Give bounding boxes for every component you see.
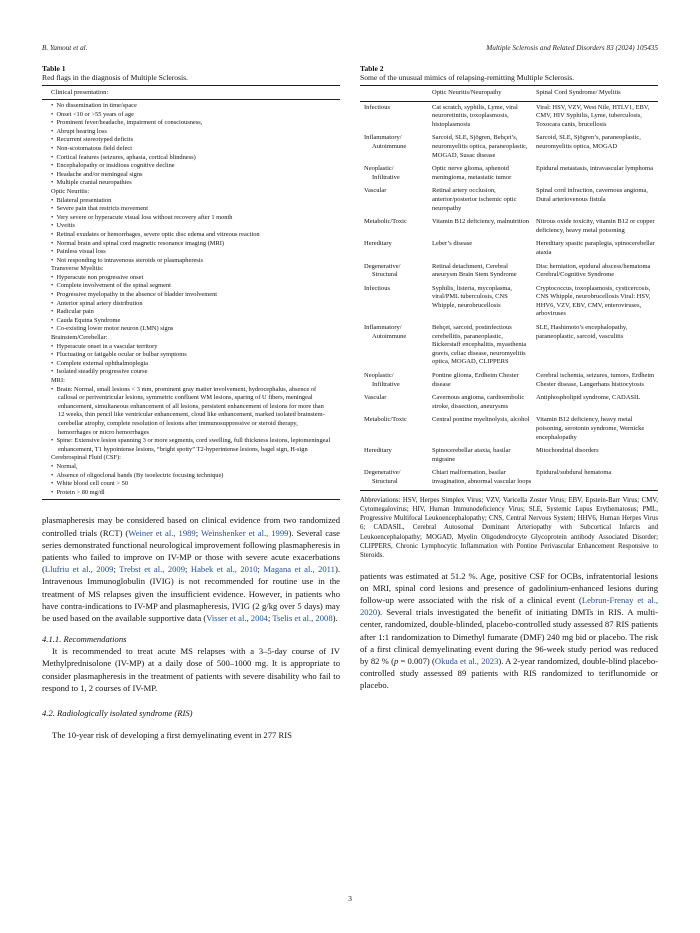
table2-category-cell [360,132,430,163]
table1-bullet-item: • Progressive myelopathy in the absence of bladder involvement [51,291,331,300]
table2-row [360,370,658,392]
right-column [360,64,658,692]
page-number: 3 [348,894,352,903]
citation-link[interactable]: Magana et al., 2011 [263,564,335,575]
citation-link[interactable]: Lebrun-Frenay et al., 2020 [360,595,658,618]
table2-category-cont: Structural [372,271,398,279]
paragraph-text: ; [257,564,264,575]
table1-subheading: Transverse Myelitis: [51,265,104,273]
table2-spinal-cell: SLE, Hashimoto’s encephalopathy, paraneoplastic, sarcoid, vasculitis [536,324,628,340]
table2-category-cell [360,163,430,185]
table2-header-row [360,86,658,101]
table2-optic-cell: Syphilis, listeria, mycoplasma, viral/PML tuberculosis, CNS Whipple, neurobrucellosis [432,284,512,309]
table1-bullet-item: • Non-scotomatous field defect [51,145,331,154]
table2-category-cell [360,261,430,283]
table1-header: Clinical presentation: [42,86,340,100]
table1-bullet-item: • Very severe or hyperacute visual loss without recovery after 1 month [51,214,331,223]
table2-optic-cell: Central pontine myelinolysis, alcohol [432,416,530,424]
table2-spinal-cell: Cerebral ischemia, seizures, tumors, Erdheim Chester disease, Langerhans histiocytosis [536,372,655,388]
table1-subheading: Optic Neuritis: [51,187,90,195]
table2-row [360,392,658,414]
table2-category: Infectious [364,103,390,111]
table2-row [360,101,658,132]
table2-category-cell [360,392,430,414]
citation-link[interactable]: Visser et al., 2004 [206,612,268,623]
table2-category-cell [360,322,430,370]
running-header [42,44,658,56]
table1-bullet-item: • Painless visual loss [51,248,331,257]
citation-link[interactable]: Okuda et al., 2023 [434,656,499,667]
table2-optic-cell: Behçet, sarcoid, postinfectious cerebellitis, paraneoplastic, Bickerstaff encephalitis, myasthenia gravis, celiac disease, neuromyelitis optica, MOGAD, CLIPPERS [432,324,527,366]
paragraph-text: ). Several case series demonstrated functional neurological improvement following plasmapheresis in patients who failed to improve on IV-MP or those with severe acute exacerbations ( [42,527,340,575]
table2-category: Vascular [364,187,387,195]
table1-bullet-item: • Recurrent stereotyped deficits [51,136,331,145]
table2-row [360,238,658,260]
paragraph-text: p [393,656,399,667]
table2-spinal-cell: Hereditary spastic paraplegia, spinocerebellar ataxia [536,240,655,256]
table1-bullet-item: • Anterior spinal artery distribution [51,300,331,309]
table1-bullet-item: • Normal, [51,463,331,472]
table2-spinal-cell: Nitrous oxide toxicity, vitamin B12 or copper deficiency, heavy metal poisoning [536,218,655,234]
table2-category: Vascular [364,394,387,402]
table2-spinal-cell: Viral: HSV, VZV, West Nile, HTLV1, EBV, CMV, HIV Syphilis, Lyme, tuberculosis, Toxocara canis, brucellosis [536,103,650,128]
table1-bullet-item: • Encephalopathy or insidious cognitive decline [51,162,331,171]
paragraph-text: = 0.007) ( [398,656,435,667]
paragraph-ris-continued [360,570,658,692]
table1-bullet-item: • Absence of oligoclonal bands (By isoelectric focusing technique) [51,472,331,481]
table2-category: Neoplastic/ [364,165,394,173]
table1-subheading: MRI: [51,377,65,384]
table2-category: Degenerative/ [364,262,401,270]
paragraph-recommendations: It is recommended to treat acute MS relapses with a 3–5-day course of IV Methylprednisolone (IV-MP) at a daily dose of 500–1000 mg. It is appropriate to consider plasmapheresis in the treatment of patients with severe disability who fail to respond to 1, 2 courses of IV-MP. [42,646,340,693]
table1-bullet-item: • Protein > 80 mg/dl [51,489,331,498]
table2-optic-cell: Spinocerebellar ataxia, basilar migraine [432,447,511,463]
table1-bullet-item: • Prominent fever/headache, impairment of consciousness, [51,119,331,128]
table2-body [360,101,658,489]
paragraph-text: ). Intravenous Immunoglobulin (IVIG) is not recommended for routine use in the treatment of MS relapses given the insufficient evidence. However, in patients who have contra-indications to IV-MP and plasmapheresis, IVIG (2 g/kg over 5 days) may be used based on the available supportive data ( [42,564,340,623]
table2-category-cell [360,101,430,132]
table1-bullet-item: • Hyperacute non progressive onset [51,274,331,283]
table2-spinal-cell: Disc herniation, epidural abscess/hematoma Cerebral/Cognitive Syndrome [536,262,651,279]
table2-category-cont: Infiltrative [372,173,400,181]
table2-row [360,261,658,283]
table2-category-cont: Structural [372,477,398,485]
table2-spinal-cell: Cryptococcus, toxoplasmosis, cysticercosis, CNS Whipple, neurobrucellosis Viral: HSV, HHV6, VZV, EBV, CMV, enteroviruses, arboviruses [536,284,651,318]
table2-row [360,445,658,467]
table2-category-cell [360,185,430,216]
table1-bullet-item: • Brain: Normal, small lesions < 3 mm, prominent gray matter involvement, hydrocephalus, absence of callosal or periventricular lesions, symmetric confluent WM lesions, sparing of U fibers, meningeal enhancement, simultaneous enhancement of all lesions, persistent enhancement of lesions for more than 12 weeks, thin pencil like ventricular enhancement, cloud like enhancement, marked isolated brainstem-cerebellar atrophy, complete resolution of lesions after immunosuppressive or steroid therapy, hemorrhages or micro hemorrhages [51,386,331,438]
table2-row [360,322,658,370]
table2-optic-cell: Sarcoid, SLE, Sjögren, Behçet’s, neuromyelitis optica, paraneoplastic, MOGAD, Susac disease [432,134,528,159]
table2-row [360,283,658,322]
table1-bullet-item: • Retinal exudates or hemorrhages, severe optic disc edema and vitreous reaction [51,231,331,240]
table2-category-cont: Autoimmune [372,142,407,150]
citation-link[interactable]: Tselis et al., 2008 [272,612,333,623]
table1-caption: Red flags in the diagnosis of Multiple Sclerosis. [42,73,188,82]
table2-spinal-cell: Vitamin B12 deficiency, heavy metal poisoning, serotonin syndrome, Wernicke encephalopathy [536,416,645,441]
table1-bullet-item: • Isolated steadily progressive course [51,368,331,377]
table2-category-cont: Infiltrative [372,380,400,388]
table2-row [360,185,658,216]
table2-optic-cell: Retinal detachment, Cerebral aneurysm Brain Stem Syndrome [432,262,517,279]
paragraph-text: ; [267,612,273,623]
table1-bullet-item: • Co-existing lower motor neuron (LMN) signs [51,325,331,334]
table1-bullet-item: • Hyperacute onset in a vascular territory [51,343,331,352]
table2-optic-cell: Pontine glioma, Erdheim Chester disease [432,372,519,388]
left-column [42,64,340,741]
table2-category-cell [360,283,430,322]
table2-header-category [360,86,430,101]
table2-optic-cell: Cat scratch, syphilis, Lyme, viral neuroretinitis, toxoplasmosis, histoplasmosis [432,103,518,128]
table2-optic-cell: Retinal artery occlusion, anterior/posterior ischemic optic neuropathy [432,187,517,212]
table1-bullet-item: • Uveitis [51,222,331,231]
table1-bullet-item: • Multiple cranial neuropathies [51,179,331,188]
paragraph-text: ). Several trials investigated the benefit of initiating DMTs in RIS. A multi-center, randomized, double-blinded, placebo-controlled study assessed 87 RIS patients after 1:1 randomization to Dimethyl fumarate (DMF) 240 mg bid or placebo. The risk of a first clinical demyelinating event during the 96-week study period was reduced by 82 % ( [360,607,658,667]
paragraph-plasmapheresis [42,514,340,624]
table2-category-cell [360,445,430,467]
table2-header-spinal: Spinal Cord Syndrome/ Myelitis [534,86,658,101]
table2-header-optic: Optic Neuritis/Neuropathy [430,86,534,101]
table1-bullet-item: • No dissemination in time/space [51,102,331,111]
citation-link[interactable]: Trebst et al., 2009 [119,564,186,575]
table1-subheading: Brainstem/Cerebellar: [51,334,108,342]
table1-body [42,100,340,499]
table2-category: Infectious [364,284,390,292]
table1-bullet-item: • Severe pain that restricts movement [51,205,331,214]
table1-bullet-item: • Not responding to intravenous steroids or plasmapheresis [51,257,331,266]
table1-bullet-item: • Radicular pain [51,308,331,317]
table1-bullet-item: • Complete external ophthalmoplegia [51,360,331,369]
paragraph-ris: The 10-year risk of developing a first demyelinating event in 277 RIS [52,729,292,740]
table2-row [360,132,658,163]
table2-row [360,414,658,445]
table2-spinal-cell: Epidural/subdural hematoma [536,469,612,477]
table2-category: Inflammatory/ [364,324,402,332]
header-authors: B. Yamout et al. [42,44,88,52]
table1-bullet-item: • Onset <10 or >55 years of age [51,111,331,120]
table2-category: Metabolic/Toxic [364,416,407,424]
table2 [360,85,658,491]
table1-bullet-item: • Cortical features (seizures, aphasia, cortical blindness) [51,154,331,163]
table2-spinal-cell: Mitochondrial disorders [536,447,599,455]
table1-bullet-item: • White blood cell count > 50 [51,480,331,489]
table2-category: Inflammatory/ [364,134,402,142]
table1-bullet-item: • Abrupt hearing loss [51,128,331,137]
table1-bullet-item: • Complete involvement of the spinal segment [51,282,331,291]
section-heading-4-1-1: 4.1.1. Recommendations [42,634,127,645]
table2-category-cell [360,216,430,238]
table1-bullet-item: • Normal brain and spinal cord magnetic resonance imaging (MRI) [51,240,331,249]
paragraph-text: plasmapheresis may be considered based on clinical evidence from two randomized controlled trials (RCT) ( [42,515,340,538]
table1-label: Table 1 [42,64,66,73]
paragraph-text: ; [113,564,120,575]
table1-bullet-item: • Cauda Equina Syndrome [51,317,331,326]
table2-row [360,163,658,185]
table1-subheading: Cerebrospinal Fluid (CSF): [51,454,121,462]
table2-optic-cell: Optic nerve glioma, sphenoid meningioma, metastatic tumor [432,165,512,181]
table2-optic-cell: Leber’s disease [432,240,473,248]
paragraph-text: ). [332,612,338,623]
table1-bullet-item: • Fluctuating or fatigable ocular or bulbar symptoms [51,351,331,360]
table2-row [360,467,658,489]
table2-optic-cell: Chiari malformation, basilar invagination, abnormal vascular loops [432,469,532,485]
table2-category: Metabolic/Toxic [364,218,407,226]
table2-spinal-cell: Sarcoid, SLE, Sjögren’s, paraneoplastic, neuromyelitis optica, MOGAD [536,134,641,150]
table2-category: Hereditary [364,447,392,455]
table2-category-cont: Autoimmune [372,332,407,340]
table2-category-cell [360,414,430,445]
paragraph-text: patients was estimated at 51.2 %. Age, positive CSF for OCBs, infratentorial lesions on MRI, spinal cord lesions and presence of gadolinium-enhanced lesions during follow-up were associated with the risk of a clinical event ( [360,570,658,606]
citation-link[interactable]: Llufriu et al., 2009 [44,564,114,575]
table2-optic-cell: Cavernous angioma, cardioembolic stroke, dissection, aneurysms [432,394,525,410]
header-journal: Multiple Sclerosis and Related Disorders 83 (2024) 105435 [486,44,658,52]
table2-category: Degenerative/ [364,469,401,477]
citation-link[interactable]: Weinshenker et al., 1999 [200,527,289,538]
section-heading-4-2: 4.2. Radiologically isolated syndrome (RIS) [42,707,193,718]
citation-link[interactable]: Weiner et al., 1989 [128,527,196,538]
table1 [42,85,340,500]
table2-category-cell [360,238,430,260]
paragraph-text: ). A 2-year randomized, double-blind placebo-controlled study assessed 89 patients with RIS randomized to teriflunomide or placebo. [360,656,659,691]
citation-link[interactable]: Habek et al., 2010 [190,564,258,575]
table2-abbreviations: Abbreviations: HSV, Herpes Simplex Virus; VZV, Varicella Zoster Virus; EBV, Epstein-Barr Virus; CMV, Cytomegalovirus; HIV, Human Immunodeficiency Virus; SLE, Systemic Lupus Erythematosus; PML, Progressive Multifocal Leukoencephalopathy; CNS, Central Nervous System; HHV6, Human Herpes Virus 6; CADASIL, Cerebral Autosomal Dominant Arteriopathy with Subcortical Infarcts and Leukoencephalopathy; MOGAD, Myelin Oligodendrocyte Glycoprotein antibody Associated Disorder; CLIPPERS, Chronic Lymphocytic Inflammation with Pontine Perivascular Enhancement Responsive to Steroids. [360,496,658,560]
table2-caption: Some of the unusual mimics of relapsing-remitting Multiple Sclerosis. [360,73,575,82]
table2-optic-cell: Vitamin B12 deficiency, malnutrition [432,218,530,226]
table2-category-cell [360,467,430,489]
table1-bullet-item: • Headache and/or meningeal signs [51,171,331,180]
table2-row [360,216,658,238]
table1-bullet-item: • Spine: Extensive lesion spanning 3 or more segments, cord swelling, full thickness lesions, leptomeningeal enhancement, T1 hypointense lesions, “bright spotty” T2-hyperintense lesions, bagel sign, H-sign [51,437,331,454]
table2-spinal-cell: Epidural metastasis, intravascular lymphoma [536,165,653,173]
table2-label: Table 2 [360,64,384,73]
table2-spinal-cell: Spinal cord infraction, cavernous angioma, Dural arteriovenous fistula [536,187,648,203]
table2-category: Neoplastic/ [364,372,394,380]
table2-category: Hereditary [364,240,392,248]
table1-bullet-item: • Bilateral presentation [51,197,331,206]
paragraph-text: ; [195,527,201,538]
paragraph-text: ; [185,564,191,575]
table2-spinal-cell: Antiphospholipid syndrome, CADASIL [536,394,641,402]
table2-category-cell [360,370,430,392]
